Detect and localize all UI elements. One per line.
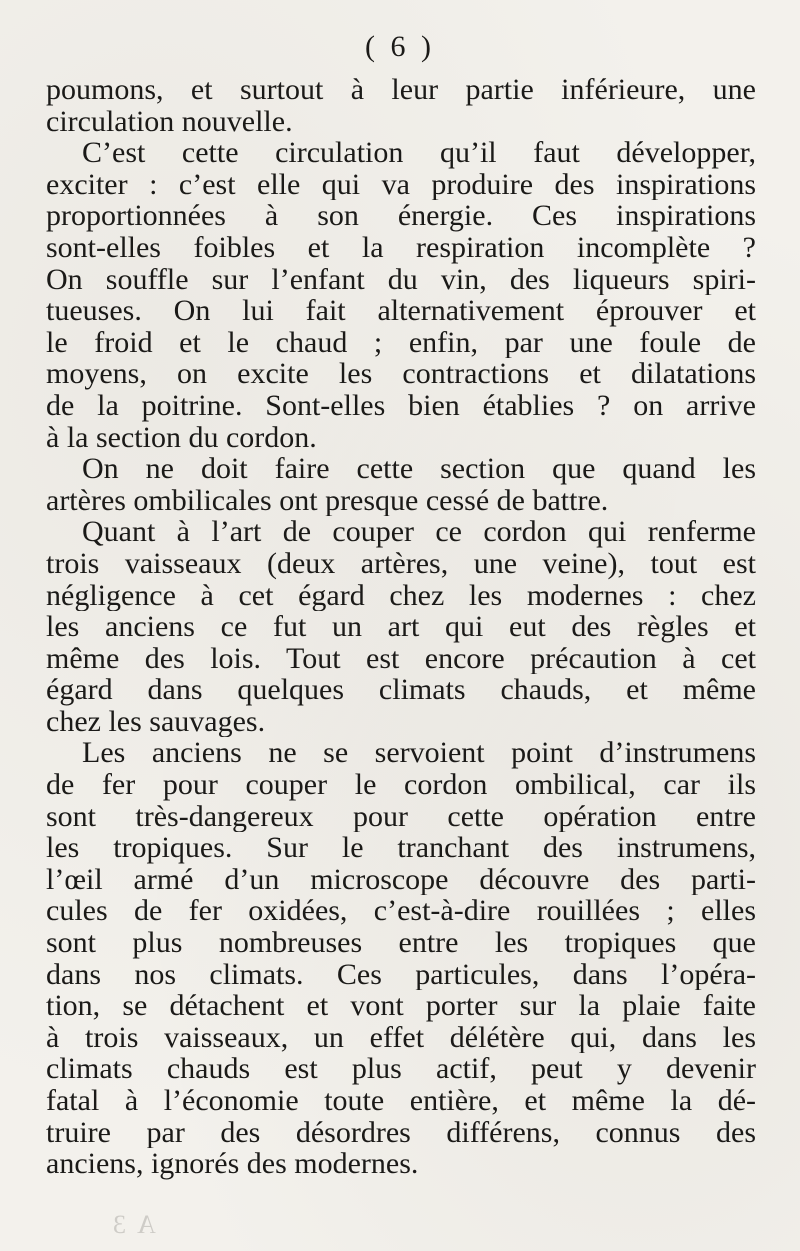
bleed-through-signature-mark: A 3	[110, 1210, 156, 1239]
text-line: cules de fer oxidées, c’est-à-dire rouillées ; elles	[46, 895, 756, 928]
text-line: circulation nouvelle.	[46, 105, 293, 138]
page-number: ( 6 )	[365, 30, 435, 63]
text-line: fatal à l’économie toute entière, et même la dé-	[46, 1085, 756, 1117]
text-line: chez les sauvages.	[46, 705, 266, 738]
text-line: de la poitrine. Sont-elles bien établies ? on arrive	[46, 389, 756, 422]
text-line: tueuses. On lui fait alternativement éprouver et	[46, 295, 756, 327]
text-line: tion, se détachent et vont porter sur la plaie faite	[46, 990, 756, 1022]
body-text	[46, 74, 756, 1180]
text-line: à la section du cordon.	[46, 421, 317, 454]
text-line: artères ombilicales ont presque cessé de battre.	[46, 484, 609, 517]
text-line: l’œil armé d’un microscope découvre des parti-	[46, 863, 756, 896]
text-line: sont-elles foibles et la respiration incomplète ?	[46, 231, 756, 264]
text-line: poumons, et surtout à leur partie inférieure, une	[46, 74, 756, 106]
text-line: truire par des désordres différens, connus des	[46, 1116, 756, 1149]
text-line: sont très-dangereux pour cette opération entre	[46, 800, 756, 833]
text-line: proportionnées à son énergie. Ces inspirations	[46, 200, 756, 232]
text-line: le froid et le chaud ; enfin, par une foule de	[46, 326, 756, 359]
text-line: On ne doit faire cette section que quand les	[82, 453, 756, 485]
text-line: trois vaisseaux (deux artères, une veine), tout est	[46, 547, 756, 580]
text-line: les anciens ce fut un art qui eut des règles et	[46, 611, 756, 643]
text-line: Les anciens ne se servoient point d’instrumens	[82, 737, 756, 770]
text-line: Quant à l’art de couper ce cordon qui renferme	[82, 516, 756, 548]
text-line: climats chauds est plus actif, peut y devenir	[46, 1053, 756, 1085]
text-line: à trois vaisseaux, un effet délétère qui, dans les	[46, 1021, 756, 1054]
text-line: On souffle sur l’enfant du vin, des liqueurs spiri-	[46, 263, 756, 296]
text-line: négligence à cet égard chez les modernes : chez	[46, 579, 756, 612]
text-line: même des lois. Tout est encore précaution à cet	[46, 642, 756, 675]
text-line: de fer pour couper le cordon ombilical, car ils	[46, 769, 756, 801]
text-line: sont plus nombreuses entre les tropiques que	[46, 927, 756, 959]
text-line: C’est cette circulation qu’il faut développer,	[82, 137, 756, 169]
text-line: exciter : c’est elle qui va produire des inspirations	[46, 168, 756, 201]
text-line: égard dans quelques climats chauds, et même	[46, 674, 756, 706]
text-line: anciens, ignorés des modernes.	[46, 1148, 419, 1180]
text-line: dans nos climats. Ces particules, dans l’opéra-	[46, 958, 756, 991]
text-line: les tropiques. Sur le tranchant des instrumens,	[46, 832, 756, 864]
text-line: moyens, on excite les contractions et dilatations	[46, 358, 756, 390]
